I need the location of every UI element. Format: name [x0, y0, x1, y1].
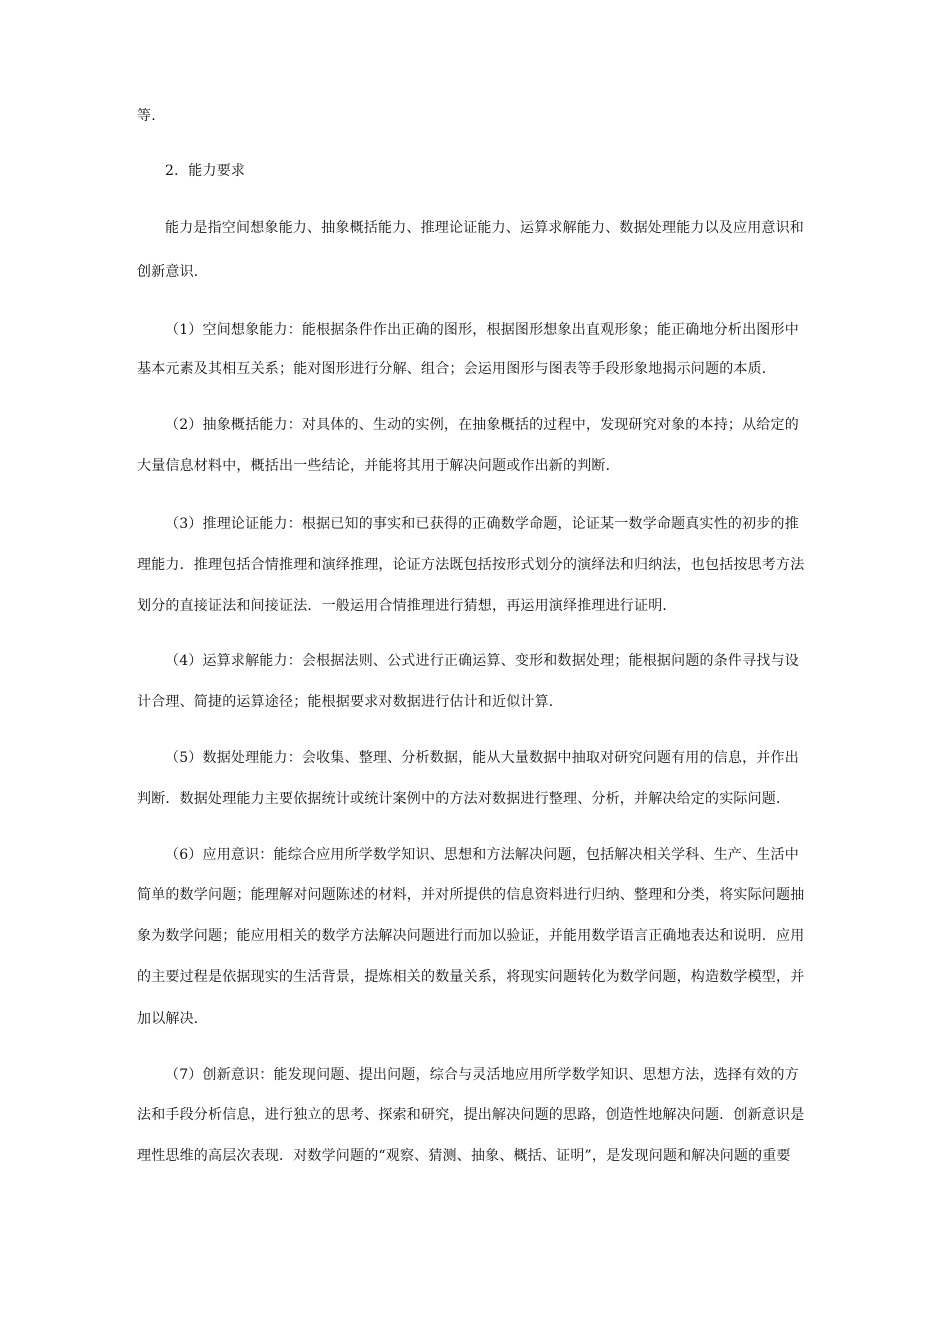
text-line: 创新意识．	[137, 264, 208, 280]
text-line: （2）抽象概括能力：对具体的、生动的实例，在抽象概括的过程中，发现研究对象的本持；从给定的	[165, 417, 799, 433]
text-line: 划分的直接证法和间接证法．一般运用合情推理进行猜想，再运用演绎推理进行证明．	[137, 598, 677, 614]
text-line: 简单的数学问题；能理解对问题陈述的材料，并对所提供的信息资料进行归纳、整理和分类，将实际问题抽	[137, 887, 805, 903]
text-line: （4）运算求解能力：会根据法则、公式进行正确运算、变形和数据处理；能根据问题的条件寻找与设	[165, 653, 799, 669]
text-line: （7）创新意识：能发现问题、提出问题，综合与灵活地应用所学数学知识、思想方法，选择有效的方	[165, 1067, 799, 1083]
text-line: （6）应用意识：能综合应用所学数学知识、思想和方法解决问题，包括解决相关学科、生产、生活中	[165, 847, 799, 863]
text-line: 理能力．推理包括合情推理和演绎推理，论证方法既包括按形式划分的演绎法和归纳法，也包括按思考方法	[137, 557, 805, 573]
text-line: 基本元素及其相互关系；能对图形进行分解、组合；会运用图形与图表等手段形象地揭示问题的本质．	[137, 361, 776, 377]
text-line: 加以解决．	[137, 1011, 208, 1027]
text-line: 理性思维的高层次表现．对数学问题的“观察、猜测、抽象、概括、证明”，是发现问题和解决问题的重要	[137, 1148, 791, 1164]
text-line: 判断．数据处理能力主要依据统计或统计案例中的方法对数据进行整理、分析，并解决给定的实际问题．	[137, 791, 791, 807]
text-line: 的主要过程是依据现实的生活背景，提炼相关的数量关系，将现实问题转化为数学问题，构造数学模型，并	[137, 969, 805, 985]
text-line: （3）推理论证能力：根据已知的事实和已获得的正确数学命题，论证某一数学命题真实性的初步的推	[165, 516, 799, 532]
text-line: （1）空间想象能力：能根据条件作出正确的图形，根据图形想象出直观形象；能正确地分析出图形中	[165, 322, 799, 338]
section-heading: 2．能力要求	[165, 163, 246, 179]
text-line: （5）数据处理能力：会收集、整理、分析数据，能从大量数据中抽取对研究问题有用的信息，并作出	[165, 750, 799, 766]
text-line: 法和手段分析信息，进行独立的思考、探索和研究，提出解决问题的思路，创造性地解决问题．创新意识是	[137, 1107, 805, 1123]
text-line: 大量信息材料中，概括出一些结论，并能将其用于解决问题或作出新的判断．	[137, 458, 620, 474]
text-line: 能力是指空间想象能力、抽象概括能力、推理论证能力、运算求解能力、数据处理能力以及应用意识和	[165, 220, 804, 236]
text-line: 等.	[137, 108, 156, 124]
text-line: 计合理、简捷的运算途径；能根据要求对数据进行估计和近似计算．	[137, 694, 563, 710]
text-line: 象为数学问题；能应用相关的数学方法解决问题进行而加以验证，并能用数学语言正确地表达和说明．应用	[137, 928, 805, 944]
